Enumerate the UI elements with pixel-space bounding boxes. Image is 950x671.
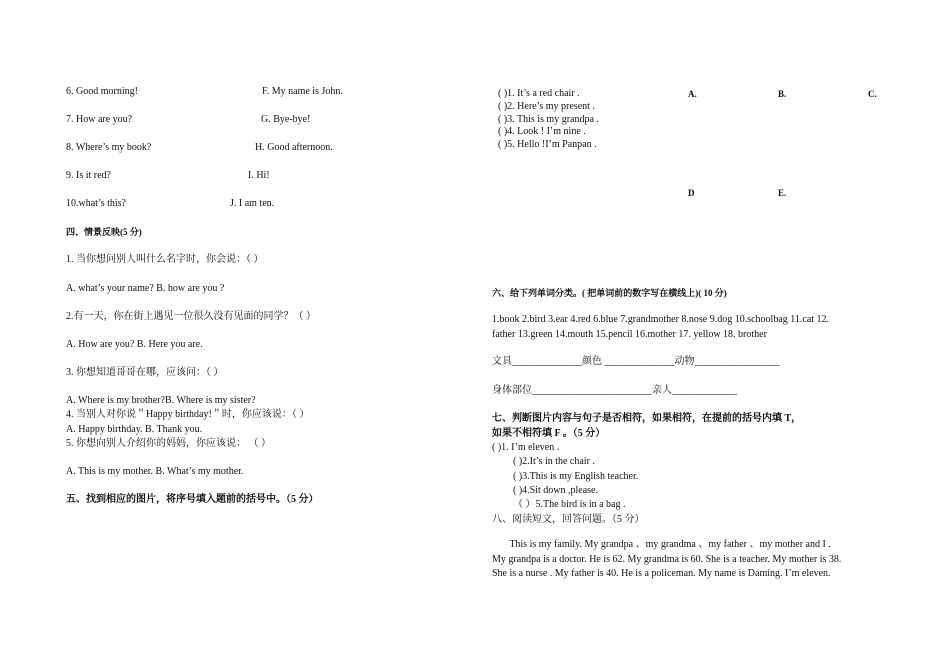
section-8-title: 八、阅读短文，回答问题。（5 分） — [492, 514, 645, 525]
judge-item-3: ( )3.This is my English teacher. — [513, 471, 639, 482]
picture-label-e: E. — [778, 188, 787, 198]
picture-item-2: ( )2. Here’s my present . — [498, 101, 595, 112]
section-4-title: 四、情景反映(5 分) — [66, 227, 142, 237]
picture-label-a: A. — [688, 89, 697, 99]
category-blanks-2: 身体部位________________________亲人_____________ — [492, 385, 737, 396]
passage-line-1: This is my family. My grandpa 、my grandma 、my father 、my mother and I . — [492, 539, 831, 550]
scenario-options-4: A. Happy birthday. B. Thank you. — [66, 424, 203, 435]
word-list-line-1: 1.book 2.bird 3.ear 4.red 6.blue 7.grandmother 8.nose 9.dog 10.schoolbag 11.cat 12. — [492, 314, 830, 325]
match-question-6: 6. Good morning! — [66, 86, 138, 97]
scenario-question-5: 5. 你想向别人介绍你的妈妈，你应该说： （ ） — [66, 438, 271, 449]
section-7-title-line-1: 七、判断图片内容与句子是否相符，如果相符，在提前的括号内填 T， — [492, 413, 802, 424]
word-list-line-2: father 13.green 14.mouth 15.pencil 16.mother 17. yellow 18. brother — [492, 329, 767, 340]
match-question-9: 9. Is it red? — [66, 170, 111, 181]
match-answer-j: J. I am ten. — [230, 198, 275, 209]
picture-item-1: ( )1. It’s a red chair . — [498, 88, 580, 99]
scenario-question-1: 1. 当你想问别人叫什么名字时，你会说：（ ） — [66, 254, 264, 265]
judge-item-5: （ ）5.The bird is in a bag . — [513, 499, 626, 510]
scenario-options-5: A. This is my mother. B. What’s my mother. — [66, 466, 244, 477]
scenario-options-2: A. How are you? B. Here you are. — [66, 339, 203, 350]
judge-item-1: ( )1. I’m eleven . — [492, 442, 560, 453]
match-answer-i: I. Hi! — [248, 170, 270, 181]
picture-item-3: ( )3. This is my grandpa . — [498, 114, 599, 125]
match-question-10: 10.what’s this? — [66, 198, 126, 209]
match-question-8: 8. Where’s my book? — [66, 142, 152, 153]
judge-item-2: ( )2.It’s in the chair . — [513, 456, 595, 467]
scenario-options-3: A. Where is my brother?B. Where is my sister? — [66, 395, 256, 406]
picture-label-d: D — [688, 188, 695, 198]
scenario-question-4: 4. 当别人对你说＂Happy birthday!＂时，你应该说：（ ） — [66, 409, 310, 420]
match-answer-g: G. Bye-bye! — [261, 114, 311, 125]
section-6-title: 六、给下列单词分类。( 把单词前的数字写在横线上)( 10 分) — [492, 288, 727, 298]
picture-item-5: ( )5. Hello !I’m Panpan . — [498, 139, 597, 150]
match-answer-h: H. Good afternoon. — [255, 142, 333, 153]
passage-line-3: She is a nurse . My father is 40. He is a policeman. My name is Daming. I’m eleven. — [492, 568, 831, 579]
picture-label-c: C. — [868, 89, 877, 99]
match-question-7: 7. How are you? — [66, 114, 133, 125]
section-5-title: 五、找到相应的图片，将序号填入题前的括号中。（5 分） — [66, 494, 319, 505]
match-answer-f: F. My name is John. — [262, 86, 343, 97]
passage-line-2: My grandpa is a doctor. He is 62. My grandma is 60. She is a teacher. My mother is 38. — [492, 553, 842, 565]
scenario-options-1: A. what’s your name? B. how are you ? — [66, 283, 225, 294]
reading-passage — [492, 538, 884, 582]
judge-item-4: ( )4.Sit down ,please. — [513, 485, 598, 496]
scenario-question-3: 3. 你想知道哥哥在哪，应该问：（ ） — [66, 367, 224, 378]
scenario-question-2: 2.有一天，你在街上遇见一位很久没有见面的同学？（ ） — [66, 311, 316, 322]
category-blanks-1: 文具______________颜色 ______________动物_________________ — [492, 356, 780, 367]
section-7-title-line-2: 如果不相符填 F 。（5 分） — [492, 428, 606, 439]
picture-item-4: ( )4. Look ! I’m nine . — [498, 126, 586, 137]
picture-label-b: B. — [778, 89, 787, 99]
